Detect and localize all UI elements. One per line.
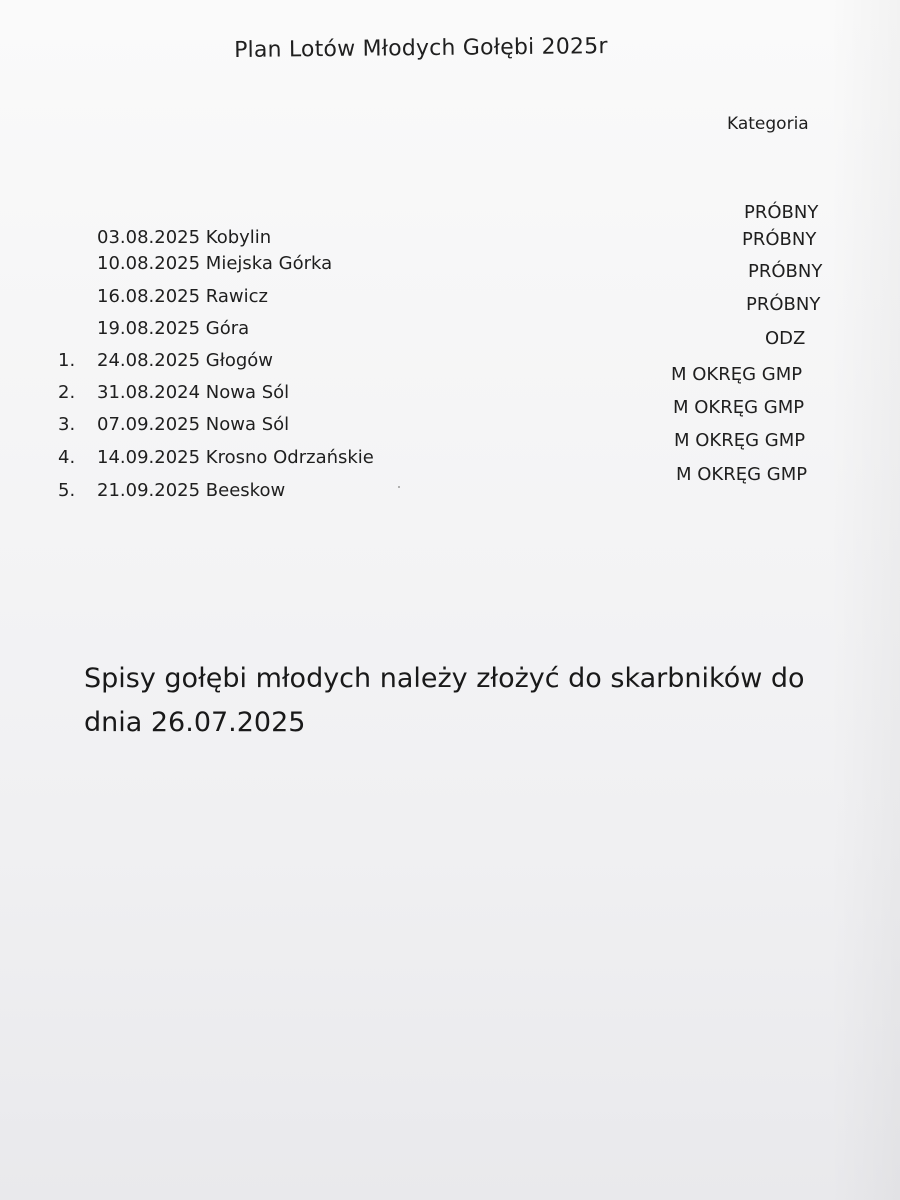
flight-category: PRÓBNY <box>746 294 821 315</box>
flight-number: 3. <box>58 414 76 435</box>
flight-date-place: 31.08.2024 Nowa Sól <box>97 382 290 403</box>
flight-number: 1. <box>58 350 76 371</box>
flight-category: PRÓBNY <box>744 202 819 223</box>
flight-category: PRÓBNY <box>742 229 817 250</box>
flight-category: M OKRĘG GMP <box>673 397 805 418</box>
flight-date-place: 24.08.2025 Głogów <box>97 350 274 371</box>
flight-number: 5. <box>58 480 76 501</box>
flight-number: 4. <box>58 447 76 468</box>
flight-date-place: 14.09.2025 Krosno Odrzańskie <box>97 447 374 468</box>
flight-number: 2. <box>58 382 76 403</box>
page-shadow <box>830 0 900 1200</box>
flight-category: M OKRĘG GMP <box>674 430 806 451</box>
flight-category: ODZ <box>765 328 806 349</box>
paper-speck <box>398 486 400 488</box>
flight-date-place: 07.09.2025 Nowa Sól <box>97 414 290 435</box>
flight-date-place: 21.09.2025 Beeskow <box>97 480 286 501</box>
flight-date-place: 03.08.2025 Kobylin <box>97 227 272 248</box>
page-title: Plan Lotów Młodych Gołębi 2025r <box>234 34 608 63</box>
flight-date-place: 10.08.2025 Miejska Górka <box>97 253 333 274</box>
flight-category: M OKRĘG GMP <box>671 364 803 385</box>
flight-category: M OKRĘG GMP <box>676 464 808 485</box>
category-column-header: Kategoria <box>727 114 809 134</box>
flight-date-place: 16.08.2025 Rawicz <box>97 286 268 307</box>
flight-category: PRÓBNY <box>748 261 823 282</box>
submission-note: Spisy gołębi młodych należy złożyć do skarbników do dnia 26.07.2025 <box>84 663 805 738</box>
flight-date-place: 19.08.2025 Góra <box>97 318 250 339</box>
